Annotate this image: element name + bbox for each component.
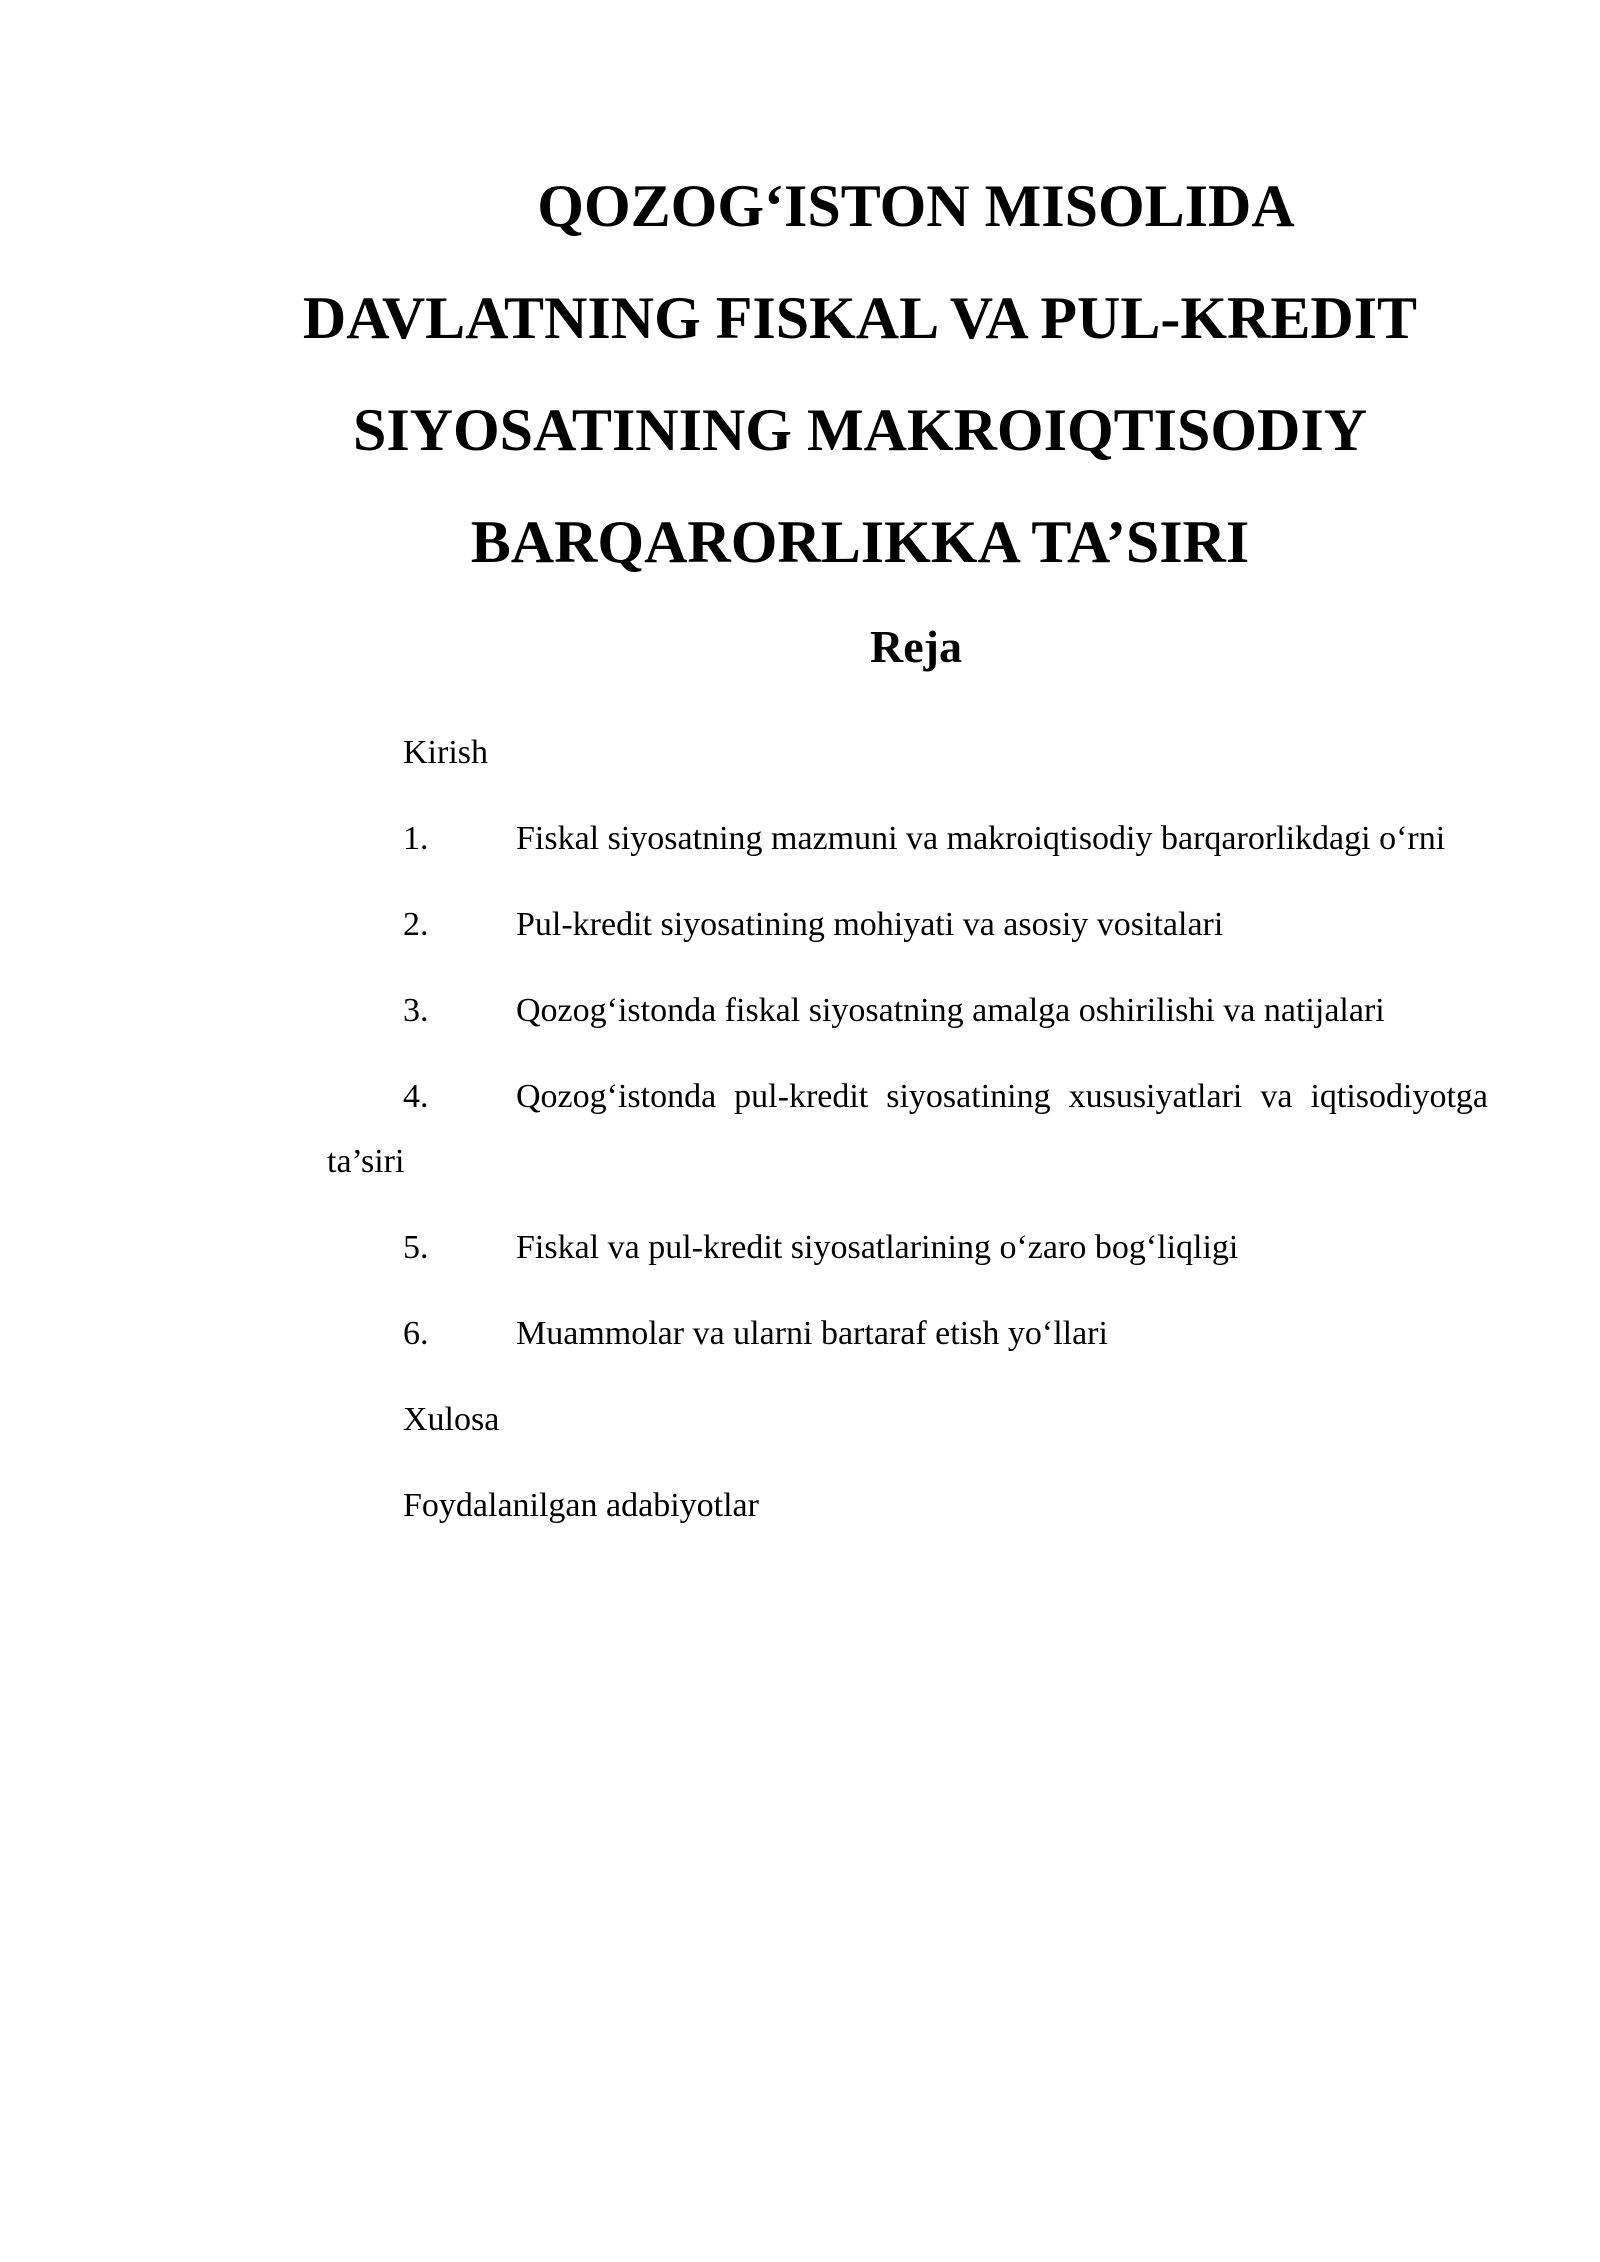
plan-item-text: Fiskal siyosatning mazmuni va makroiqtisodiy barqarorlikdagi o‘rni (516, 820, 1446, 857)
plan-item-number: 1. (403, 820, 429, 857)
plan-item-text: Muammolar va ularni bartaraf etish yo‘llari (516, 1315, 1108, 1352)
plan-item-6 (327, 1301, 1488, 1366)
title-line: SIYOSATINING MAKROIQTISODIY (352, 397, 1368, 463)
title-line: BARQARORLIKKA TA’SIRI (470, 509, 1250, 575)
plan-item-text: Qozog‘istonda fiskal siyosatning amalga oshirilishi va natijalari (516, 992, 1385, 1029)
document-title (240, 150, 1480, 598)
plan-item-number: 3. (403, 992, 429, 1029)
plan-item-4 (327, 1064, 1488, 1194)
plan-item-5 (327, 1215, 1488, 1280)
title-line: QOZOG‘ISTON MISOLIDA (537, 173, 1295, 239)
plan-intro: Kirish (403, 734, 488, 771)
plan-item-text: Qozog‘istonda pul-kredit siyosatining xususiyatlari va iqtisodiyotga ta’siri (327, 1078, 1488, 1180)
plan-item-number: 6. (403, 1315, 429, 1352)
plan-item-text: Fiskal va pul-kredit siyosatlarining o‘zaro bog‘liqligi (516, 1229, 1239, 1266)
plan-item-number: 4. (403, 1078, 429, 1115)
title-line: DAVLATNING FISKAL VA PUL-KREDIT (302, 285, 1418, 351)
plan-item-number: 2. (403, 906, 429, 943)
plan-item-text: Pul-kredit siyosatining mohiyati va asosiy vositalari (516, 906, 1224, 943)
plan-list (327, 720, 1488, 1559)
plan-item-2 (327, 892, 1488, 957)
plan-item-3 (327, 978, 1488, 1043)
plan-conclusion: Xulosa (403, 1401, 500, 1438)
plan-item-1 (327, 806, 1488, 871)
plan-references: Foydalanilgan adabiyotlar (403, 1487, 759, 1524)
plan-item-number: 5. (403, 1229, 429, 1266)
plan-heading: Reja (870, 621, 962, 672)
